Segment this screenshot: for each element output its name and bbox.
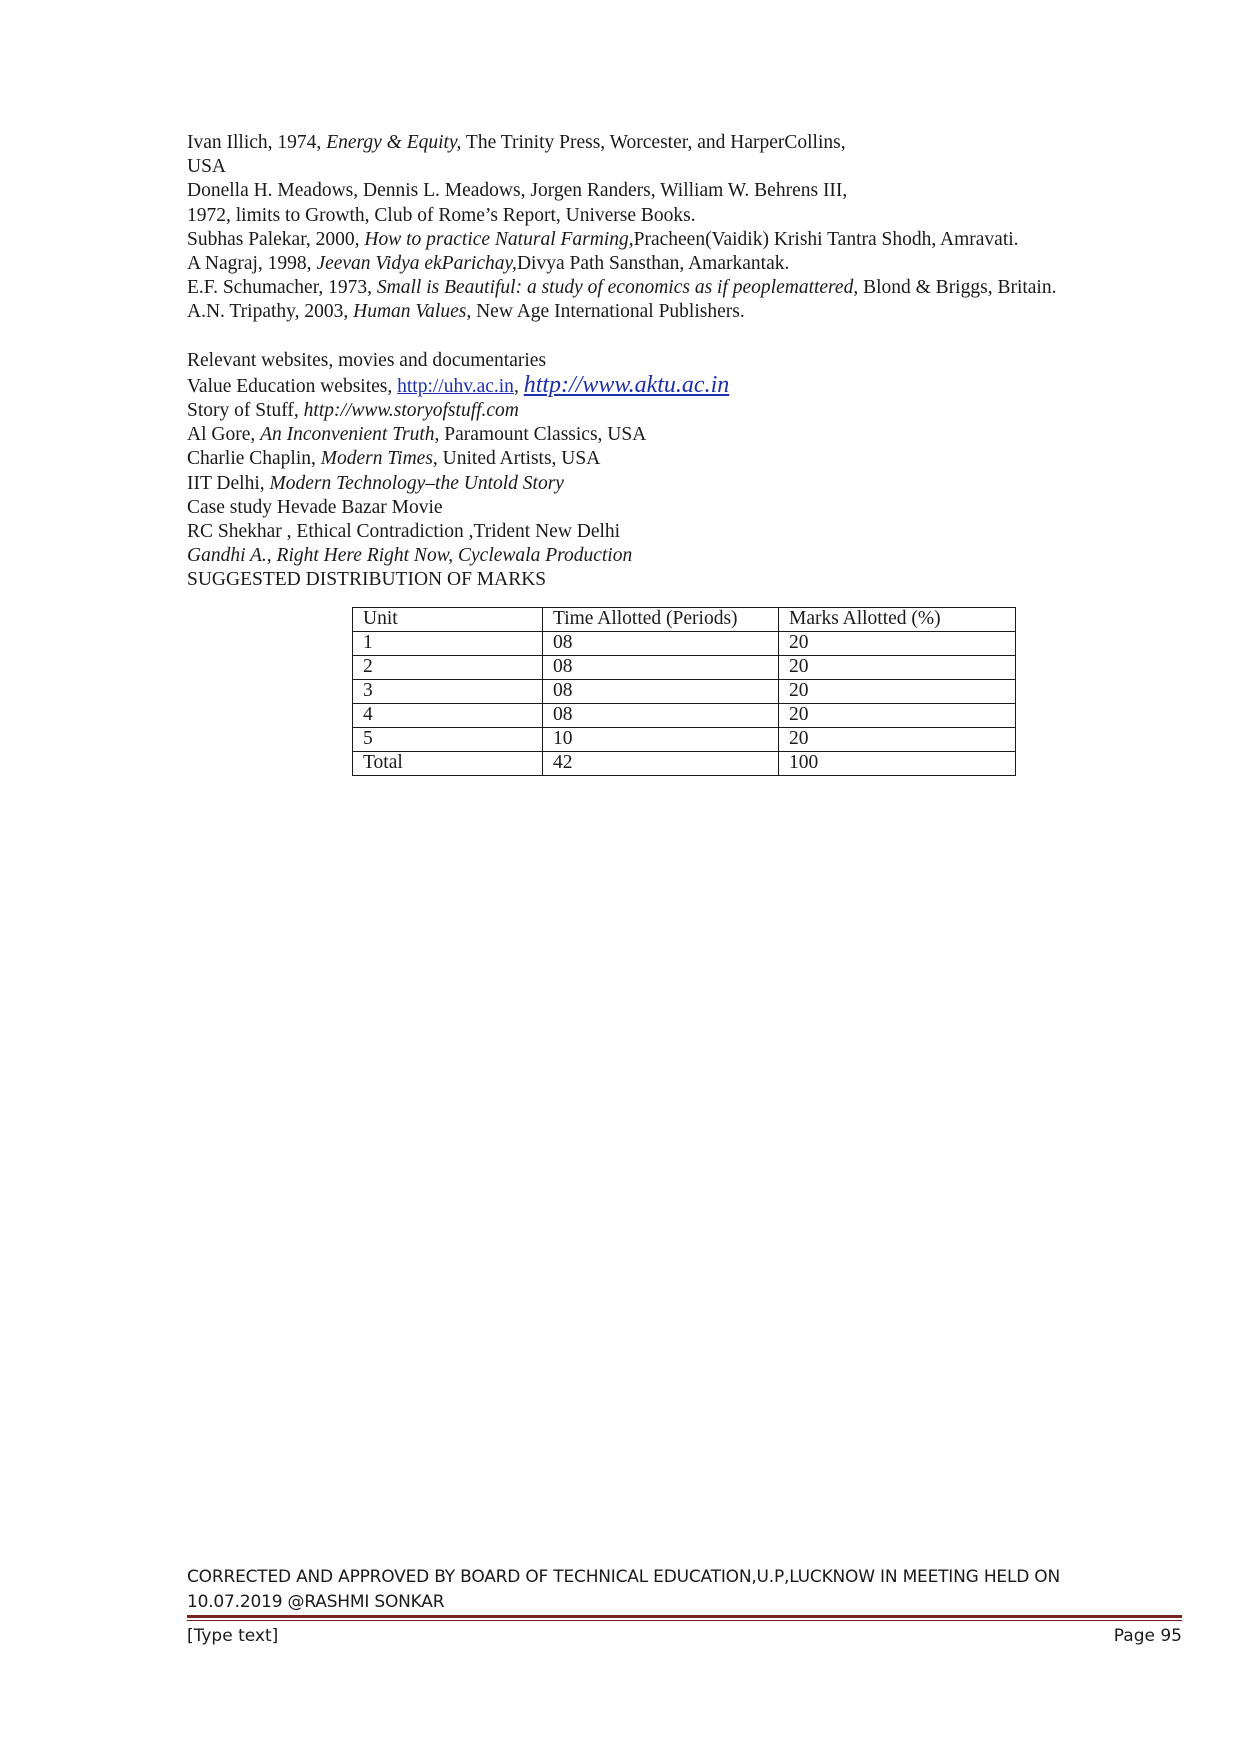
media-item: [187, 399, 1187, 423]
table-row: [353, 680, 1016, 704]
column-header: Unit: [353, 608, 543, 632]
reference-title: How to practice Natural Farming,: [364, 228, 634, 250]
uhv-link[interactable]: http://uhv.ac.in: [397, 375, 514, 397]
table-cell: 08: [543, 632, 779, 656]
table-cell: 100: [779, 752, 1016, 776]
value-education-line: [187, 373, 1187, 399]
table-cell: 20: [779, 728, 1016, 752]
media-item: [187, 423, 1187, 447]
reference-item: [187, 276, 1187, 300]
reference-text: Ivan Illich, 1974,: [187, 132, 327, 153]
media-text: Al Gore,: [187, 424, 261, 446]
media-text: RC Shekhar , Ethical Contradiction ,Trident New Delhi: [187, 521, 621, 543]
table-cell: 20: [779, 704, 1016, 728]
references-block: [187, 131, 1187, 593]
media-text: Case study Hevade Bazar Movie: [187, 496, 443, 518]
footer-placeholder-text: [Type text]: [187, 1626, 279, 1646]
reference-text: USA: [187, 156, 227, 178]
websites-heading: Relevant websites, movies and documentaries: [187, 349, 547, 371]
reference-text: Pracheen(Vaidik) Krishi Tantra Shodh, Amravati.: [633, 228, 1019, 250]
media-title: An Inconvenient Truth: [260, 424, 435, 446]
media-title: Modern Times: [320, 448, 433, 470]
distribution-heading: SUGGESTED DISTRIBUTION OF MARKS: [187, 569, 547, 591]
table-header-row: [353, 608, 1016, 632]
media-text: Charlie Chaplin,: [187, 448, 321, 470]
reference-item: [187, 204, 1187, 228]
approval-note-line: CORRECTED AND APPROVED BY BOARD OF TECHNICAL EDUCATION,U.P,LUCKNOW IN MEETING HELD ON: [187, 1567, 1061, 1587]
table-row: [353, 728, 1016, 752]
media-title: http://www.storyofstuff.com: [303, 400, 519, 422]
reference-item: [187, 228, 1187, 252]
value-education-label: Value Education websites,: [187, 375, 398, 397]
reference-item: [187, 252, 1187, 276]
approval-note: [187, 1565, 1187, 1615]
media-text: , Paramount Classics, USA: [434, 424, 647, 446]
reference-item: [187, 155, 1187, 179]
marks-distribution-table: [352, 607, 1016, 776]
reference-item: [187, 300, 1187, 324]
media-item: [187, 520, 1187, 544]
media-text: , United Artists, USA: [432, 448, 601, 470]
reference-text: , New Age International Publishers.: [466, 301, 745, 323]
media-text: Story of Stuff,: [187, 400, 304, 422]
table-cell: 5: [353, 728, 543, 752]
footer-divider-thin: [187, 1620, 1182, 1621]
media-title: Modern Technology–the Untold Story: [269, 472, 564, 494]
reference-item: [187, 131, 1187, 155]
table-total-row: [353, 752, 1016, 776]
aktu-link[interactable]: http://www.aktu.ac.in: [523, 371, 730, 398]
page-number: Page 95: [1113, 1626, 1182, 1646]
media-item: [187, 544, 1187, 568]
table-cell: 42: [543, 752, 779, 776]
reference-text: , Blond & Briggs, Britain.: [853, 277, 1057, 299]
table-cell: 20: [779, 632, 1016, 656]
reference-text: 1972, limits to Growth, Club of Rome’s Report, Universe Books.: [187, 204, 696, 226]
table-cell: Total: [353, 752, 543, 776]
column-header: Time Allotted (Periods): [543, 608, 779, 632]
table-cell: 4: [353, 704, 543, 728]
table-row: [353, 632, 1016, 656]
media-title: Gandhi A., Right Here Right Now, Cyclewala Production: [187, 545, 633, 567]
reference-title: Jeevan Vidya ekParichay,: [316, 253, 517, 275]
table-cell: 10: [543, 728, 779, 752]
media-item: [187, 447, 1187, 471]
reference-text: A.N. Tripathy, 2003,: [187, 301, 354, 323]
table-cell: 1: [353, 632, 543, 656]
media-text: IIT Delhi,: [187, 472, 270, 494]
reference-text: A Nagraj, 1998,: [187, 253, 317, 275]
reference-text: Subhas Palekar, 2000,: [187, 228, 365, 250]
reference-text: E.F. Schumacher, 1973,: [187, 277, 377, 299]
table-row: [353, 656, 1016, 680]
reference-text: Divya Path Sansthan, Amarkantak.: [516, 253, 790, 275]
table-cell: 08: [543, 680, 779, 704]
media-item: [187, 496, 1187, 520]
table-cell: 08: [543, 656, 779, 680]
reference-title: Human Values: [353, 301, 467, 323]
table-cell: 08: [543, 704, 779, 728]
media-item: [187, 472, 1187, 496]
footer-divider-thick: [187, 1615, 1182, 1618]
table-cell: 20: [779, 680, 1016, 704]
link-separator: ,: [513, 375, 524, 397]
reference-item: [187, 179, 1187, 203]
table-cell: 3: [353, 680, 543, 704]
section-heading: [187, 568, 1187, 592]
reference-text: The Trinity Press, Worcester, and HarperCollins,: [461, 132, 846, 153]
table-row: [353, 704, 1016, 728]
reference-title: Small is Beautiful: a study of economics as if peoplemattered: [376, 277, 854, 299]
reference-text: Donella H. Meadows, Dennis L. Meadows, Jorgen Randers, William W. Behrens III,: [187, 180, 848, 202]
table-cell: 2: [353, 656, 543, 680]
approval-note-line: 10.07.2019 @RASHMI SONKAR: [187, 1592, 445, 1612]
column-header: Marks Allotted (%): [779, 608, 1016, 632]
table-cell: 20: [779, 656, 1016, 680]
paragraph-gap: [187, 325, 1187, 349]
reference-title: Energy & Equity,: [326, 132, 462, 153]
